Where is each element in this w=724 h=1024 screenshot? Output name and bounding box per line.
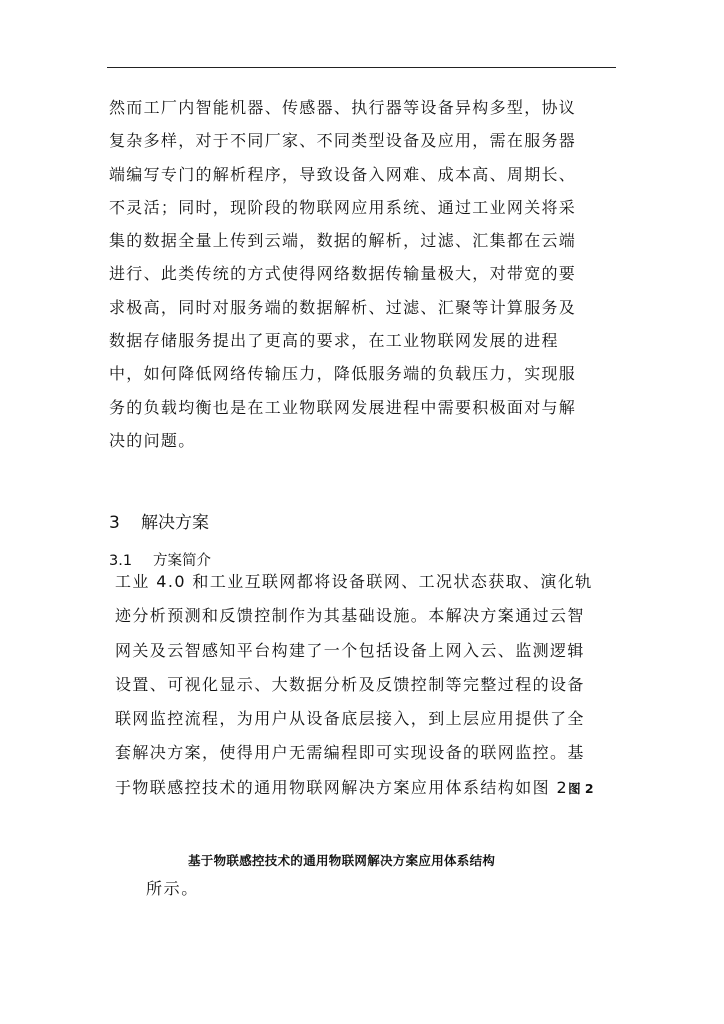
section-number: 3: [109, 513, 120, 533]
text-line: 不灵活；同时，现阶段的物联网应用系统、通过工业网关将采: [109, 197, 577, 217]
text-line: 务的负载均衡也是在工业物联网发展进程中需要积极面对与解: [109, 397, 577, 417]
paragraph-2: [115, 565, 620, 805]
text-line: [115, 771, 620, 805]
text-line: 网关及云智感知平台构建了一个包括设备上网入云、监测逻辑: [115, 640, 585, 660]
section-title: 解决方案: [141, 513, 209, 533]
text-line: 集的数据全量上传到云端，数据的解析，过滤、汇集都在云端: [109, 231, 577, 251]
subsection-title: 方案简介: [153, 553, 211, 569]
section-heading: [109, 508, 209, 533]
paragraph-tail: 所示。: [146, 879, 199, 898]
figure-reference: 图 2: [568, 780, 594, 796]
header-rule: [107, 67, 616, 68]
text-line: 进行、此类传统的方式使得网络数据传输量极大，对带宽的要: [109, 264, 577, 284]
text-line: 端编写专门的解析程序，导致设备入网难、成本高、周期长、: [109, 164, 577, 184]
text-line: 套解决方案，使得用户无需编程即可实现设备的联网监控。基: [115, 743, 585, 763]
text-line: 数据存储服务提出了更高的要求，在工业物联网发展的进程: [109, 331, 559, 351]
figure-caption: 基于物联感控技术的通用物联网解决方案应用体系结构: [188, 853, 496, 868]
text-line: 决的问题。: [109, 430, 196, 450]
text-line: 求极高，同时对服务端的数据解析、过滤、汇聚等计算服务及: [109, 297, 577, 317]
text-line: 设置、可视化显示、大数据分析及反馈控制等完整过程的设备: [115, 674, 585, 694]
text-line: 联网监控流程，为用户从设备底层接入，到上层应用提供了全: [115, 709, 585, 729]
text-line: 中，如何降低网络传输压力，降低服务端的负载压力，实现服: [109, 364, 577, 384]
text-line: 复杂多样，对于不同厂家、不同类型设备及应用，需在服务器: [109, 131, 577, 151]
text-line: 然而工厂内智能机器、传感器、执行器等设备异构多型，协议: [109, 98, 577, 117]
paragraph-1: [109, 91, 619, 457]
subsection-number: 3.1: [109, 553, 133, 569]
text-line: 工业 4.0 和工业互联网都将设备联网、工况状态获取、演化轨: [115, 572, 593, 591]
text-line: 迹分析预测和反馈控制作为其基础设施。本解决方案通过云智: [115, 606, 585, 626]
text-line-content: 于物联感控技术的通用物联网解决方案应用体系结构如图 2: [115, 777, 569, 797]
